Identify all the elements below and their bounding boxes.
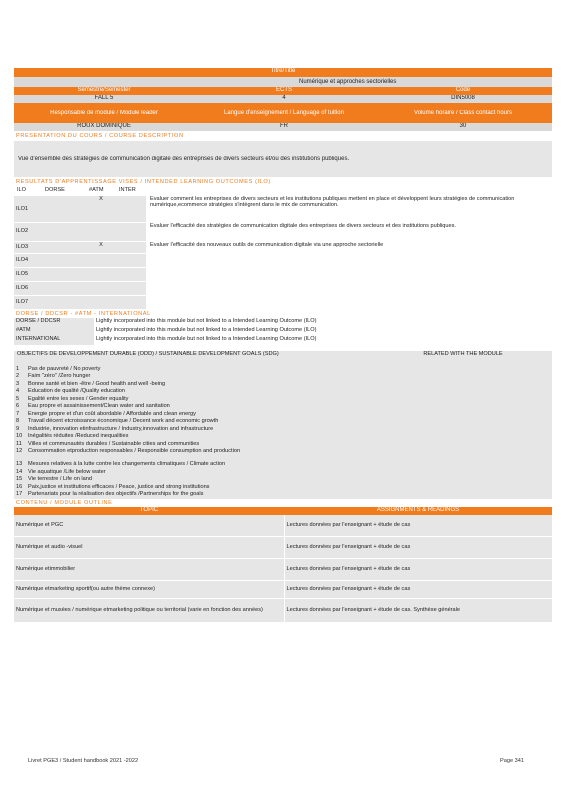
content-assign: Lectures données par l'enseignant + étude de cas — [286, 544, 411, 551]
ects-value: 4 — [282, 95, 286, 101]
ilo-row — [14, 222, 552, 241]
ilo-id: ILO1 — [14, 196, 42, 222]
ilo-table — [14, 196, 552, 310]
sdg-number: 8 — [16, 418, 20, 424]
sdg-number: 13 — [16, 461, 23, 467]
ilo-inter — [116, 253, 146, 267]
sdg-row — [14, 388, 552, 396]
sdg-related — [326, 403, 552, 411]
ilo-id: ILO5 — [14, 267, 42, 281]
sdg-text: Partenariats pour la réalisation des objectifs /Partnerships for the goals — [28, 491, 204, 497]
sdg-related-heading: RELATED WITH THE MODULE — [423, 350, 503, 357]
sdg-related — [326, 461, 552, 469]
sdg-number: 4 — [16, 388, 20, 394]
ilo-inter — [116, 295, 146, 309]
ilo-row — [14, 295, 552, 309]
tag-row — [14, 327, 552, 336]
ilo-text — [146, 253, 552, 267]
sdg-row — [14, 396, 552, 404]
sdg-related — [326, 388, 552, 396]
tag-name: #ATM — [16, 326, 31, 333]
sdg-row — [14, 484, 552, 492]
ects-label: ECTS — [275, 87, 292, 93]
sdg-number: 10 — [16, 433, 23, 439]
ilo-atm: X — [86, 196, 116, 222]
tag-row — [14, 318, 552, 327]
tag-text: Lightly incorporated into this module but not linked to a Intended Learning Outcome (ILO) — [94, 336, 552, 345]
sdg-row — [14, 373, 552, 381]
ilo-inter — [116, 281, 146, 295]
ilo-col-atm: #ATM — [89, 187, 104, 193]
content-table — [14, 515, 552, 624]
sdg-related — [326, 426, 552, 434]
sdg-row — [14, 461, 552, 469]
tag-name: DORSE / DDCSR — [16, 317, 61, 324]
language-value: FR — [280, 123, 288, 129]
content-heading: CONTENU / MODULE OUTLINE — [16, 499, 113, 506]
sdg-number: 1 — [16, 365, 20, 372]
ilo-row — [14, 253, 552, 267]
ilo-dorse — [42, 253, 86, 267]
sdg-related — [326, 441, 552, 449]
sdg-number: 17 — [16, 491, 23, 497]
hours-label: Volume horaire / Class contact hours — [413, 109, 513, 116]
sdg-related — [326, 448, 552, 461]
course-sheet — [14, 68, 552, 623]
sdg-text: Mesures relatives à la lutte contre les changements climatiques / Climate action — [28, 461, 226, 467]
sdg-text: Vie aquatique /Life below water — [28, 468, 106, 475]
leader-value-row — [14, 123, 552, 131]
sdg-text: Consommation etproduction responsables / Responsible consumption and production — [28, 448, 241, 454]
sdg-related — [326, 469, 552, 477]
tag-name: INTERNATIONAL — [16, 335, 61, 342]
title-label: Titre/Title — [270, 68, 296, 74]
ilo-inter — [116, 222, 146, 241]
content-topic: Numérique et audio -visuel — [14, 537, 284, 559]
sdg-heading: OBJECTIFS DE DEVELOPPEMENT DURABLE (ODD) / SUSTAINABLE DEVELOPMENT GOALS (SDG) — [17, 350, 279, 357]
leader-label-row — [14, 103, 552, 123]
sdg-row — [14, 366, 552, 374]
ilo-dorse — [42, 267, 86, 281]
ilo-dorse — [42, 196, 86, 222]
sdg-related — [326, 484, 552, 492]
sdg-number: 7 — [16, 410, 20, 417]
sdg-number: 16 — [16, 483, 23, 490]
presentation-heading: PRESENTATION DU COURS / COURSE DESCRIPTION — [16, 133, 184, 139]
ilo-id: ILO7 — [14, 295, 42, 309]
sdg-row — [14, 411, 552, 419]
content-topic: Numérique et musées / numérique etmarketing politique ou territorial (varie en fonction des années) — [14, 599, 284, 623]
sdg-number: 3 — [16, 380, 20, 387]
ilo-id: ILO6 — [14, 281, 42, 295]
sdg-table — [14, 366, 552, 499]
content-row — [14, 581, 552, 599]
semester-label-row — [14, 87, 552, 95]
sdg-related — [326, 491, 552, 499]
content-header-row — [14, 507, 552, 515]
ilo-header-row — [14, 187, 552, 196]
content-col-assign: ASSIGNMENTS & READINGS — [376, 506, 460, 513]
sdg-row — [14, 403, 552, 411]
sdg-related — [326, 476, 552, 484]
code-value: DIN5008 — [451, 95, 475, 101]
leader-value: ROUX DOMINIQUE — [77, 123, 131, 129]
ilo-inter — [116, 196, 146, 222]
sdg-related — [326, 411, 552, 419]
ilo-atm — [86, 222, 116, 241]
sdg-related — [326, 396, 552, 404]
sdg-row — [14, 433, 552, 441]
sdg-number: 14 — [16, 468, 23, 475]
footer-left: Livret PGE3 / Student handbook 2021 -2022 — [28, 758, 139, 764]
ilo-heading: RESULTATS D'APPRENTISSAGE VISES / INTENDED LEARNING OUTCOMES (ILO) — [16, 179, 271, 185]
content-col-topic: TOPIC — [139, 506, 159, 513]
sdg-number: 12 — [16, 448, 23, 454]
ilo-col-ilo: ILO — [17, 187, 27, 193]
sdg-number: 15 — [16, 476, 23, 482]
sdg-row — [14, 491, 552, 499]
tags-heading: DORSE / DDCSR - #ATM - INTERNATIONAL — [16, 310, 151, 317]
sdg-row — [14, 418, 552, 426]
presentation-text: Vue d'ensemble des stratégies de communication digitale des entreprises de divers secteurs et/ou des institutions publiques. — [18, 155, 350, 162]
sdg-text: Eau propre et assainissement/Clean water and sanitation — [28, 403, 170, 409]
ilo-text: Evaluer l'efficacité des stratégies de communication digitale des entreprises de divers secteurs et des institutions publiques. — [146, 222, 552, 241]
sdg-related — [326, 381, 552, 389]
content-topic: Numérique etimmobilier — [14, 559, 284, 581]
title-value: Numérique et approches sectorielles — [299, 79, 397, 85]
leader-label: Responsable de module / Module leader — [50, 109, 158, 116]
sdg-text: Education de qualité /Quality education — [28, 388, 126, 394]
content-topic: Numérique etmarketing sportif(ou autre thème connexe) — [14, 581, 284, 599]
semester-value-row — [14, 95, 552, 103]
language-label: Langue d'enseignement / Language of tuition — [224, 109, 344, 116]
ilo-text — [146, 267, 552, 281]
sdg-number: 6 — [16, 403, 20, 409]
ilo-id: ILO2 — [14, 222, 42, 241]
ilo-text — [146, 295, 552, 309]
sdg-text: Paix,justice et institutions efficaces / Peace, justice and strong institutions — [28, 483, 210, 490]
ilo-atm — [86, 295, 116, 309]
sdg-number: 2 — [16, 373, 20, 379]
sdg-text: Travail décent etcroissance économique / Decent work and economic growth — [28, 418, 219, 424]
sdg-text: Villes et communautés durables / Sustainable cities and communities — [28, 440, 200, 447]
ilo-atm — [86, 267, 116, 281]
ilo-id: ILO4 — [14, 253, 42, 267]
content-assign: Lectures données par l'enseignant + étude de cas — [286, 566, 411, 573]
ilo-dorse — [42, 295, 86, 309]
sdg-number: 9 — [16, 425, 20, 432]
content-assign: Lectures données par l'enseignant + étude de cas — [286, 586, 411, 593]
tags-table — [14, 318, 552, 345]
ilo-row — [14, 281, 552, 295]
sdg-row — [14, 381, 552, 389]
sdg-related — [326, 373, 552, 381]
sdg-number: 11 — [16, 440, 22, 447]
sdg-header — [14, 351, 552, 366]
title-value-row — [14, 77, 552, 87]
content-topic: Numérique et PGC — [14, 515, 284, 537]
tag-text: Lightly incorporated into this module but not linked to a Intended Learning Outcome (ILO) — [94, 318, 552, 327]
ilo-text: Evaluer comment les entreprises de divers secteurs et les institutions publiques mettent en place et développent leurs stratégies de communication numérique,ecommerce stratégies s'intègrent dans le mix de communication. — [146, 196, 552, 222]
sdg-related — [326, 418, 552, 426]
content-row — [14, 515, 552, 537]
ilo-atm: X — [86, 241, 116, 253]
sdg-row — [14, 441, 552, 449]
sdg-text: Faim "zéro" /Zero hunger — [28, 373, 91, 379]
semester-label: Semestre/Semester — [77, 87, 131, 93]
sdg-text: Inégalités réduites /Reduced inequalities — [28, 433, 129, 439]
sdg-text: Energie propre et d'un coût abordable / Affordable and clean energy — [28, 410, 196, 417]
sdg-text: Industrie, innovation etinfrastructure / Industry,innovation and infrastructure — [28, 425, 214, 432]
semester-value: FALL 5 — [94, 95, 114, 101]
sdg-row — [14, 448, 552, 461]
ilo-row — [14, 241, 552, 253]
ilo-inter — [116, 241, 146, 253]
code-label: Code — [455, 87, 471, 93]
content-row — [14, 559, 552, 581]
ilo-text: Evaluer l'efficacité des nouveaux outils de communication digitale via une approche sectorielle — [146, 241, 552, 253]
footer — [28, 758, 524, 764]
sdg-text: Pas de pauvreté / No poverty — [28, 365, 101, 372]
sdg-row — [14, 469, 552, 477]
page-number: Page 341 — [500, 758, 524, 764]
ilo-dorse — [42, 241, 86, 253]
ilo-dorse — [42, 222, 86, 241]
sdg-related — [326, 366, 552, 374]
ilo-col-dorse: DORSE — [45, 187, 65, 193]
ilo-dorse — [42, 281, 86, 295]
ilo-atm — [86, 281, 116, 295]
hours-value: 30 — [459, 123, 467, 129]
tag-row — [14, 336, 552, 345]
sdg-row — [14, 476, 552, 484]
presentation-box — [14, 141, 552, 177]
ilo-atm — [86, 253, 116, 267]
sdg-text: Egalité entre les sexes / Gender equality — [28, 395, 129, 402]
ilo-row — [14, 196, 552, 222]
ilo-row — [14, 267, 552, 281]
content-row — [14, 537, 552, 559]
sdg-text: Vie terrestre / Life on land — [28, 476, 92, 482]
ilo-id: ILO3 — [14, 241, 42, 253]
content-assign: Lectures données par l'enseignant + étude de cas — [286, 522, 411, 529]
content-assign: Lectures données par l'enseignant + étude de cas. Synthèse générale — [286, 607, 461, 614]
ilo-col-inter: INTER — [119, 187, 136, 193]
title-label-row — [14, 68, 552, 77]
ilo-inter — [116, 267, 146, 281]
tag-text: Lightly incorporated into this module but not linked to a Intended Learning Outcome (ILO) — [94, 327, 552, 336]
content-row — [14, 599, 552, 623]
sdg-text: Bonne santé et bien -être / Good health and well -being — [28, 380, 166, 387]
sdg-row — [14, 426, 552, 434]
sdg-related — [326, 433, 552, 441]
ilo-text — [146, 281, 552, 295]
sdg-number: 5 — [16, 395, 20, 402]
